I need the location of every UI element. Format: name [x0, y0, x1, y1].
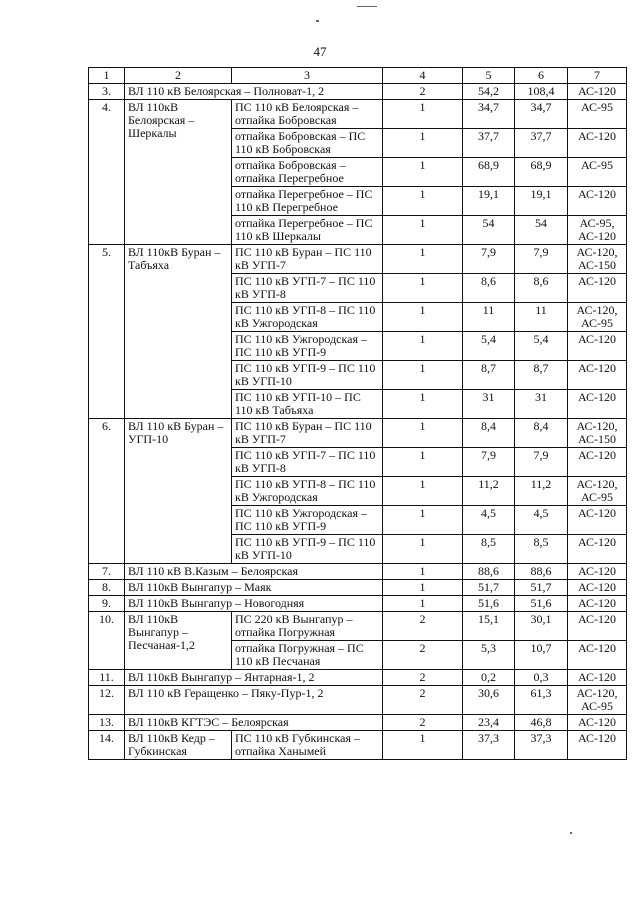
circuit-length: 34,7 — [515, 100, 568, 129]
circuit-count: 1 — [383, 274, 463, 303]
line-segment: отпайка Перегребное – ПС 110 кВ Шеркалы — [232, 216, 383, 245]
circuit-length: 5,4 — [515, 332, 568, 361]
wire-type: АС-120 — [568, 506, 627, 535]
circuit-count: 1 — [383, 187, 463, 216]
route-length: 8,7 — [463, 361, 515, 390]
wire-type: АС-120 — [568, 580, 627, 596]
line-segment: отпайка Перегребное – ПС 110 кВ Перегребное — [232, 187, 383, 216]
header-cell: 6 — [515, 68, 568, 84]
circuit-length: 37,7 — [515, 129, 568, 158]
circuit-count: 2 — [383, 612, 463, 641]
line-segment: ПС 110 кВ УГП-9 – ПС 110 кВ УГП-10 — [232, 535, 383, 564]
circuit-length: 54 — [515, 216, 568, 245]
wire-type: АС-120 — [568, 535, 627, 564]
circuit-length: 11 — [515, 303, 568, 332]
circuit-length: 8,6 — [515, 274, 568, 303]
circuit-count: 1 — [383, 419, 463, 448]
line-name: ВЛ 110 кВ Белоярская – Полноват-1, 2 — [125, 84, 383, 100]
table-row — [89, 715, 627, 731]
circuit-length: 88,6 — [515, 564, 568, 580]
wire-type: АС-120 — [568, 670, 627, 686]
line-segment: отпайка Бобровская – ПС 110 кВ Бобровская — [232, 129, 383, 158]
line-segment: ПС 110 кВ Буран – ПС 110 кВ УГП-7 — [232, 419, 383, 448]
route-length: 5,3 — [463, 641, 515, 670]
row-number: 9. — [89, 596, 125, 612]
route-length: 8,5 — [463, 535, 515, 564]
line-segment: ПС 220 кВ Вынгапур – отпайка Погружная — [232, 612, 383, 641]
row-number: 10. — [89, 612, 125, 670]
circuit-count: 2 — [383, 641, 463, 670]
header-cell: 1 — [89, 68, 125, 84]
wire-type: АС-120 — [568, 715, 627, 731]
table-row — [89, 84, 627, 100]
circuit-length: 7,9 — [515, 448, 568, 477]
wire-type: АС-120 — [568, 564, 627, 580]
circuit-length: 30,1 — [515, 612, 568, 641]
circuit-count: 1 — [383, 535, 463, 564]
circuit-length: 31 — [515, 390, 568, 419]
line-name: ВЛ 110кВ Вынгапур – Маяк — [125, 580, 383, 596]
wire-type: АС-120 — [568, 612, 627, 641]
row-number: 7. — [89, 564, 125, 580]
circuit-count: 1 — [383, 596, 463, 612]
circuit-count: 1 — [383, 390, 463, 419]
row-number: 5. — [89, 245, 125, 419]
circuit-length: 4,5 — [515, 506, 568, 535]
circuit-length: 19,1 — [515, 187, 568, 216]
wire-type: АС-120 — [568, 390, 627, 419]
circuit-count: 1 — [383, 216, 463, 245]
row-number: 8. — [89, 580, 125, 596]
circuit-length: 8,4 — [515, 419, 568, 448]
line-segment: ПС 110 кВ УГП-10 – ПС 110 кВ Табъяха — [232, 390, 383, 419]
route-length: 30,6 — [463, 686, 515, 715]
line-name: ВЛ 110кВ Вынгапур – Янтарная-1, 2 — [125, 670, 383, 686]
scan-speck — [357, 6, 377, 7]
route-length: 37,7 — [463, 129, 515, 158]
circuit-count: 1 — [383, 448, 463, 477]
wire-type: АС-95, АС-120 — [568, 216, 627, 245]
wire-type: АС-95 — [568, 100, 627, 129]
scan-speck — [316, 20, 319, 22]
line-segment: ПС 110 кВ Губкинская – отпайка Ханымей — [232, 731, 383, 760]
route-length: 11 — [463, 303, 515, 332]
table-row — [89, 100, 627, 129]
line-segment: ПС 110 кВ Ужгородская – ПС 110 кВ УГП-9 — [232, 506, 383, 535]
circuit-length: 0,3 — [515, 670, 568, 686]
line-segment: ПС 110 кВ Ужгородская – ПС 110 кВ УГП-9 — [232, 332, 383, 361]
circuit-count: 2 — [383, 686, 463, 715]
route-length: 19,1 — [463, 187, 515, 216]
circuit-length: 46,8 — [515, 715, 568, 731]
route-length: 51,6 — [463, 596, 515, 612]
circuit-count: 1 — [383, 477, 463, 506]
table-row — [89, 245, 627, 274]
line-name: ВЛ 110кВ Кедр – Губкинская — [125, 731, 232, 760]
line-segment: отпайка Бобровская – отпайка Перегребное — [232, 158, 383, 187]
route-length: 7,9 — [463, 245, 515, 274]
row-number: 13. — [89, 715, 125, 731]
circuit-count: 1 — [383, 245, 463, 274]
power-lines-table — [88, 67, 627, 760]
route-length: 23,4 — [463, 715, 515, 731]
row-number: 11. — [89, 670, 125, 686]
wire-type: АС-120 — [568, 731, 627, 760]
wire-type: АС-120 — [568, 361, 627, 390]
wire-type: АС-120, АС-95 — [568, 477, 627, 506]
header-cell: 5 — [463, 68, 515, 84]
wire-type: АС-120, АС-95 — [568, 686, 627, 715]
line-segment: отпайка Погружная – ПС 110 кВ Песчаная — [232, 641, 383, 670]
circuit-length: 8,7 — [515, 361, 568, 390]
route-length: 15,1 — [463, 612, 515, 641]
wire-type: АС-120 — [568, 596, 627, 612]
line-name: ВЛ 110кВ Вынгапур – Новогодняя — [125, 596, 383, 612]
circuit-length: 7,9 — [515, 245, 568, 274]
circuit-length: 8,5 — [515, 535, 568, 564]
wire-type: АС-95 — [568, 158, 627, 187]
table-row — [89, 564, 627, 580]
wire-type: АС-120 — [568, 641, 627, 670]
table-row — [89, 686, 627, 715]
line-segment: ПС 110 кВ Буран – ПС 110 кВ УГП-7 — [232, 245, 383, 274]
circuit-count: 1 — [383, 731, 463, 760]
circuit-count: 1 — [383, 303, 463, 332]
line-segment: ПС 110 кВ УГП-9 – ПС 110 кВ УГП-10 — [232, 361, 383, 390]
table-body — [89, 84, 627, 760]
header-cell: 7 — [568, 68, 627, 84]
table-row — [89, 670, 627, 686]
scan-speck — [570, 832, 572, 834]
header-cell: 4 — [383, 68, 463, 84]
wire-type: АС-120, АС-150 — [568, 419, 627, 448]
circuit-length: 51,7 — [515, 580, 568, 596]
circuit-length: 61,3 — [515, 686, 568, 715]
wire-type: АС-120 — [568, 187, 627, 216]
circuit-count: 1 — [383, 506, 463, 535]
table-row — [89, 612, 627, 641]
route-length: 34,7 — [463, 100, 515, 129]
line-segment: ПС 110 кВ УГП-8 – ПС 110 кВ Ужгородская — [232, 477, 383, 506]
route-length: 37,3 — [463, 731, 515, 760]
circuit-count: 1 — [383, 361, 463, 390]
table-row — [89, 731, 627, 760]
circuit-count: 1 — [383, 129, 463, 158]
header-cell: 2 — [125, 68, 232, 84]
circuit-count: 2 — [383, 670, 463, 686]
line-name: ВЛ 110кВ КГТЭС – Белоярская — [125, 715, 383, 731]
route-length: 11,2 — [463, 477, 515, 506]
table-row — [89, 596, 627, 612]
line-segment: ПС 110 кВ УГП-7 – ПС 110 кВ УГП-8 — [232, 448, 383, 477]
wire-type: АС-120 — [568, 84, 627, 100]
route-length: 0,2 — [463, 670, 515, 686]
row-number: 12. — [89, 686, 125, 715]
route-length: 8,6 — [463, 274, 515, 303]
circuit-length: 108,4 — [515, 84, 568, 100]
route-length: 54,2 — [463, 84, 515, 100]
wire-type: АС-120, АС-150 — [568, 245, 627, 274]
line-name: ВЛ 110 кВ В.Казым – Белоярская — [125, 564, 383, 580]
circuit-count: 1 — [383, 332, 463, 361]
circuit-count: 1 — [383, 580, 463, 596]
circuit-length: 37,3 — [515, 731, 568, 760]
wire-type: АС-120 — [568, 129, 627, 158]
route-length: 88,6 — [463, 564, 515, 580]
row-number: 3. — [89, 84, 125, 100]
wire-type: АС-120 — [568, 274, 627, 303]
route-length: 51,7 — [463, 580, 515, 596]
wire-type: АС-120, АС-95 — [568, 303, 627, 332]
row-number: 6. — [89, 419, 125, 564]
route-length: 7,9 — [463, 448, 515, 477]
circuit-count: 2 — [383, 84, 463, 100]
line-name: ВЛ 110кВ Вынгапур – Песчаная-1,2 — [125, 612, 232, 670]
wire-type: АС-120 — [568, 332, 627, 361]
circuit-count: 2 — [383, 715, 463, 731]
line-segment: ПС 110 кВ УГП-8 – ПС 110 кВ Ужгородская — [232, 303, 383, 332]
row-number: 14. — [89, 731, 125, 760]
wire-type: АС-120 — [568, 448, 627, 477]
route-length: 5,4 — [463, 332, 515, 361]
table-row — [89, 580, 627, 596]
line-name: ВЛ 110кВ Буран – Табъяха — [125, 245, 232, 419]
circuit-length: 11,2 — [515, 477, 568, 506]
route-length: 54 — [463, 216, 515, 245]
table-row — [89, 419, 627, 448]
route-length: 8,4 — [463, 419, 515, 448]
line-segment: ПС 110 кВ Белоярская – отпайка Бобровская — [232, 100, 383, 129]
circuit-length: 68,9 — [515, 158, 568, 187]
circuit-count: 1 — [383, 100, 463, 129]
header-row — [89, 68, 627, 84]
line-name: ВЛ 110 кВ Буран – УГП-10 — [125, 419, 232, 564]
page-number: 47 — [313, 44, 327, 59]
circuit-length: 10,7 — [515, 641, 568, 670]
line-name: ВЛ 110 кВ Геращенко – Пяку-Пур-1, 2 — [125, 686, 383, 715]
route-length: 4,5 — [463, 506, 515, 535]
line-name: ВЛ 110кВ Белоярская – Шеркалы — [125, 100, 232, 245]
route-length: 68,9 — [463, 158, 515, 187]
row-number: 4. — [89, 100, 125, 245]
circuit-count: 1 — [383, 158, 463, 187]
route-length: 31 — [463, 390, 515, 419]
circuit-count: 1 — [383, 564, 463, 580]
header-cell: 3 — [232, 68, 383, 84]
circuit-length: 51,6 — [515, 596, 568, 612]
line-segment: ПС 110 кВ УГП-7 – ПС 110 кВ УГП-8 — [232, 274, 383, 303]
